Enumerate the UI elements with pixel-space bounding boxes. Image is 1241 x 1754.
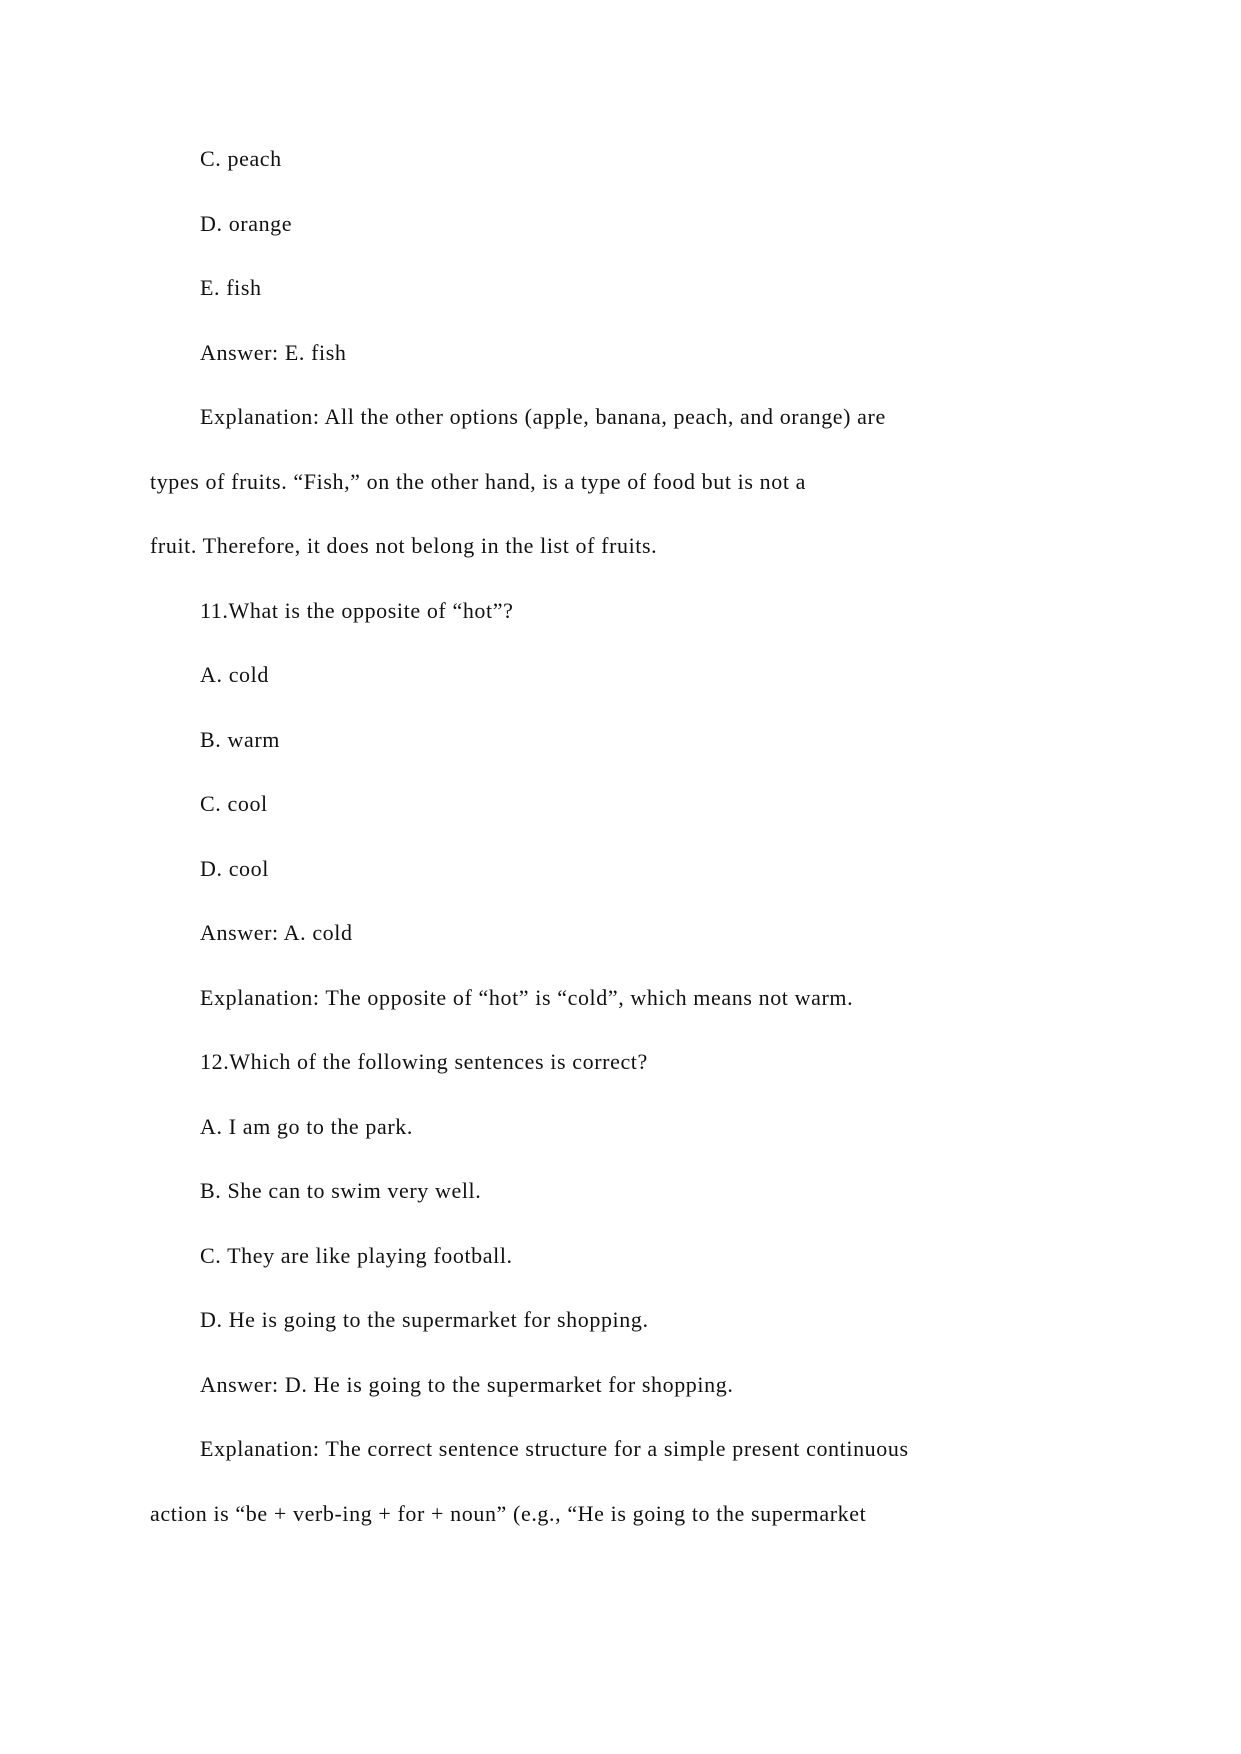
q11-explanation: Explanation: The opposite of “hot” is “cold”, which means not warm. bbox=[200, 984, 854, 1010]
q10-explanation-line-1: Explanation: All the other options (apple, banana, peach, and orange) are bbox=[200, 404, 886, 429]
q11-option-c: C. cool bbox=[200, 791, 268, 816]
q10-option-e: E. fish bbox=[200, 275, 262, 300]
q10-answer: Answer: E. fish bbox=[200, 339, 347, 365]
q12-option-a: A. I am go to the park. bbox=[200, 1113, 413, 1139]
q10-explanation-line-2: types of fruits. “Fish,” on the other hand, is a type of food but is not a bbox=[150, 468, 807, 494]
q10-explanation-line-3: fruit. Therefore, it does not belong in the list of fruits. bbox=[150, 533, 658, 558]
q10-option-c: C. peach bbox=[200, 146, 282, 171]
q11-answer: Answer: A. cold bbox=[200, 920, 353, 945]
q12-question: 12.Which of the following sentences is correct? bbox=[200, 1049, 648, 1074]
q11-option-a: A. cold bbox=[200, 662, 269, 687]
q10-option-d: D. orange bbox=[200, 210, 293, 236]
document-body bbox=[150, 145, 1090, 1564]
q12-explanation-line-2: action is “be + verb-ing + for + noun” (e.g., “He is going to the supermarket bbox=[150, 1500, 867, 1526]
q11-option-d: D. cool bbox=[200, 855, 269, 881]
q12-option-b: B. She can to swim very well. bbox=[200, 1178, 482, 1203]
q11-option-b: B. warm bbox=[200, 726, 280, 752]
q11-question: 11.What is the opposite of “hot”? bbox=[200, 597, 514, 623]
q12-answer: Answer: D. He is going to the supermarket for shopping. bbox=[200, 1371, 734, 1397]
q12-explanation-line-1: Explanation: The correct sentence structure for a simple present continuous bbox=[200, 1436, 909, 1461]
q12-option-d: D. He is going to the supermarket for shopping. bbox=[200, 1307, 649, 1332]
q12-option-c: C. They are like playing football. bbox=[200, 1242, 513, 1268]
